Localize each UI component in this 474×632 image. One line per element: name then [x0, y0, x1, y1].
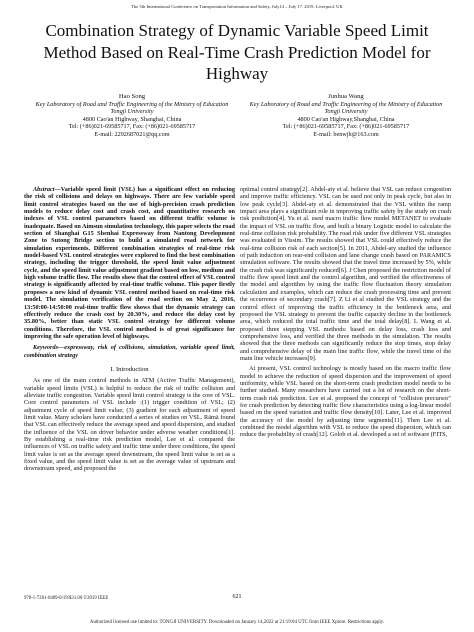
author-email: E-mail: 2292687021@qq.com — [94, 130, 170, 138]
page-number: 621 — [232, 594, 242, 600]
author-address: 4800 Cao'an Highway, Shanghai, China — [82, 115, 182, 123]
isbn-line: 978-1-7281-0489-0/19/$31.00 ©2019 IEEE — [24, 596, 109, 601]
conference-header: The 5th International Conference on Transportation Information and Safety, July14 – July 17, 2019, Liverpool, UK — [131, 4, 343, 9]
author-block-2 — [246, 93, 446, 139]
author-address: 4800 Cao'an Highway,Shanghai, China — [297, 115, 395, 123]
section-heading-introduction: I. Introduction — [110, 365, 149, 373]
abstract-label: Abstract — [33, 186, 55, 193]
keywords-label: Keywords — [33, 344, 58, 352]
author-affiliation: Key Laboratory of Road and Traffic Engineering of the Ministry of Education — [35, 100, 229, 108]
intro-paragraph: As one of the main control methods in ATM (Active Traffic Management), variable speed limits (VSL) is helpful to reduce the risk of traffic collision and alleviate traffic congestion. Variable speed limit control strategy is the core of VSL. Core control parameters of VSL include :(1) trigger condition of VSL; (2) adjustment cycle of speed limit value; (3) gradient for each adjustment of speed limit value. Many scholars have conducted a series of studies on VSL. Rämä found that VSL can effectively reduce the average speed and speed dispersion, and studied the influence of the VSL on driver behavior under adverse weather conditions[1]. By establishing a real-time risk prediction model, Lee et al. compared the influences of VSL on traffic safety and traffic time under three conditions, the speed limit value is set as the average speed downstream, the speed limit value is set as a fixed value, and the speed limit value is set as the average value of upstream and downstream speed, and proposed the — [24, 377, 235, 473]
author-affiliation: Key Laboratory of Road and Traffic Engineering of the Ministry of Education — [249, 100, 443, 108]
author-name: Junhua Wang — [328, 93, 364, 100]
paper-title: Combination Strategy of Dynamic Variable Speed Limit Method Based on Real-Time Crash Prediction Model for Highway — [43, 21, 431, 83]
author-university: Tongji University — [324, 108, 368, 116]
author-block-1 — [32, 93, 232, 139]
body-paragraph: At present, VSL control technology is mostly based on the macro traffic flow model to achieve the reduction of speed dispersion and the improvement of speed uniformity, while VSL based on the short-term crash prediction model needs to be further studied. Many researchers have carried out a lot of research on the short-term crash risk prediction. Lee et al. proposed the concept of "collision precursor" for crash prediction by detecting traffic flow characteristics using a log-linear model based on the speed variation and traffic flow density[10]. Later, Lee et al. improved the accuracy of the model by adjusting time segments[11]. Then Lee et al. combined the model algorithm with VSL to reduce the speed dispersion, which can reduce the probability of crash[12]. Golob et al. developed a set of software (FITS, — [240, 365, 451, 439]
license-footer: Authorized licensed use limited to: TONGJI UNIVERSITY. Downloaded on January 14,2022 at 21:19:04 UTC from IEEE Xplore. Restrictions apply. — [89, 620, 385, 625]
abstract-text: —Variable speed limit (VSL) has a significant effect on reducing the risk of collisions and delays on highways. There are few variable speed limit control strategies based on the use of high-precision crash prediction models to reduce delay cost and crash cost, and quantitative research on indexes of VSL control parameters based on different traffic volume is inadequate. Based on Aimsun simulation technology, this paper selects the road section of Shanghai G15 Shenhai Expressway from Nantong Development Zone to Sutong Bridge section to build a simulated road network for simulation experiments. Different combination strategies of real-time risk model-based VSL control strategies were explored to find the best combination strategy, including the trigger threshold, the speed limit value adjustment cycle, and the speed limit value adjustment gradient based on low, medium and high volume traffic flow. The results show that the control effect of VSL control strategy is significantly affected by real-time traffic volume. This paper firstly proposes a new kind of dynamic VSL control method based on real-time risk model. The simulation verification of the road section on May 2, 2016, 13:50:00-14:50:00 real-time traffic flow shows that the dynamic strategy can effectively reduce the crash cost by 20.30%, and reduce the delay cost by 35.80%, better than static VSL control strategy for different volume conditions. Therefore, the VSL control method is of great significance for improving the safe operation level of highways. — [24, 186, 235, 340]
left-column — [24, 186, 235, 473]
body-paragraph: optimal control strategy[2]. Abdel-aty et al. believe that VSL can reduce congestion and improve traffic efficiency. VSL can be used not only in peak cycle, but also in low peak cycle[3]. Abdel-aty et al. demonstrated that the VSL within the ramp impact area plays a significant role in improving traffic safety by the study on crash risk prediction[4]. Yu et al. used macro traffic flow model METANET to evaluate the impact of VSL on traffic flow, and built a binary Logistic model to calculate the real-time collision risk probability. The road risk under five different VSL strategies was evaluated in Vissim. The results showed that VSL could effectively reduce the real-time collision risk of each section[5]. In 2011, Abdel-aty studied the influence of path induction on rear-end collision and lane change crash based on PARAMICS simulation software. The results showed that the travel time increased by 5%, while the crash risk was significantly reduced[6]. J Chen proposed the restriction model of traffic flow speed limit and the control algorithm, and verified the effectiveness of the model and algorithm by using the traffic flow fluctuation theory simulation calculation and examples, which can reduce the crash processing time and prevent the occurrence of secondary crash[7]. Z Li et al studied the VSL strategy and the control effect of improving the traffic efficiency in the bottleneck area, and proposed the VSL strategy to prevent the traffic capacity decline in the bottleneck area, which reduced the total traffic time and the total delay[8]. L Wang et al. proposed three stepping VSL methods: based on delay loss, crash loss and comprehensive loss, and verified the three methods in the simulation. The results showed that the three methods can significantly reduce the stop times, stop delay and comprehensive delay of the main line traffic flow, while the travel time of the main line vehicle increases[9]. — [240, 186, 451, 362]
author-university: Tongji University — [110, 108, 154, 116]
author-phone: Tel: (+86)021-69585717, Fax: (+86)021-69585717 — [68, 123, 196, 131]
abstract — [24, 186, 235, 340]
keywords — [24, 344, 235, 359]
author-phone: Tel: (+86)021-69585717, Fax: (+86)021-69585717 — [282, 123, 410, 131]
author-email: E-mail: benwjh@163.com — [313, 130, 379, 138]
keywords-text: —expressway, risk of collisions, simulation, variable speed limit, combination strategy — [24, 344, 235, 359]
right-column — [240, 186, 451, 439]
author-name: Hao Song — [118, 93, 146, 100]
